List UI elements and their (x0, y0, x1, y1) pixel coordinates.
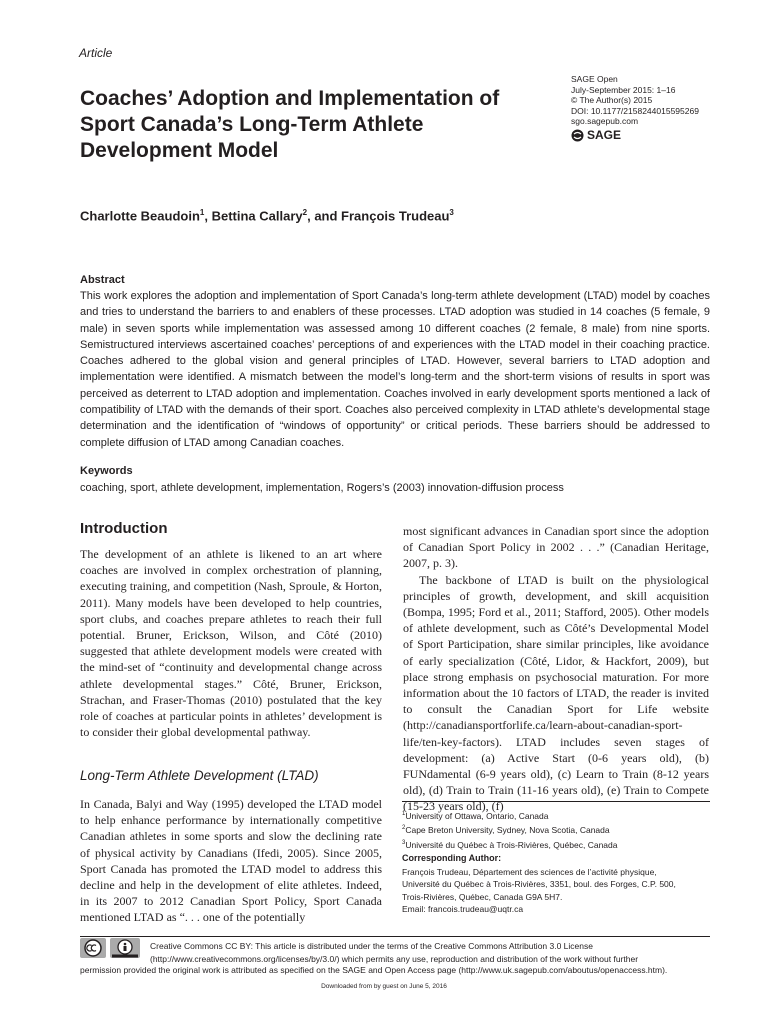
author-list (80, 208, 454, 223)
author-separator: , and (307, 208, 342, 224)
journal-name: SAGE Open (571, 74, 618, 84)
journal-site: sgo.sagepub.com (571, 116, 639, 126)
paragraph: The development of an athlete is likened to an art where coaches are involved in complex orchestration of planning, executing training, and competition (Nash, Sproule, & Horton, 2011). Many models have been developed to help countries, sport clubs, and coaches prepare athletes to reach their full potential. Bruner, Erickson, Wilson, and Côté (2010) suggested that athlete development models were created with the mind-set of “continuity and developmental change across athlete developmental stages.” Côté, Bruner, Erickson, Strachan, and Fraser-Thomas (2010) postulated that the key role of coaches at particular points in athletes’ development is to consider their global developmental pathway. (80, 547, 382, 740)
body-column-left-top (80, 546, 382, 740)
download-notice: Downloaded from by guest on June 5, 2016 (321, 983, 447, 990)
sage-logo-text: SAGE (587, 127, 622, 142)
affiliation-sup: 1 (402, 811, 406, 817)
keywords-text: coaching, sport, athlete development, implementation, Rogers’s (2003) innovation-diffusion process (80, 482, 564, 494)
author-affil-sup: 2 (302, 208, 308, 217)
keywords-heading: Keywords (80, 465, 133, 477)
corresponding-email[interactable]: Email: francois.trudeau@uqtr.ca (402, 903, 524, 914)
journal-issue: July-September 2015: 1–16 (571, 84, 676, 95)
affiliation-text: University of Ottawa, Ontario, Canada (405, 810, 549, 821)
affiliation-sup: 3 (402, 839, 406, 846)
author-name: Charlotte Beaudoin (80, 208, 200, 224)
article-label: Article (79, 46, 113, 60)
body-column-right (403, 523, 709, 815)
subsection-heading-ltad: Long-Term Athlete Development (LTAD) (80, 768, 319, 783)
paragraph: The backbone of LTAD is built on the physiological principles of growth, development, and skill acquisition (Bompa, 1995; Ford et al., 2011; Stafford, 2005). Other models of athlete development, such as Côté’s Developmental Model of Sport Participation, share similar principles, like avoidance of early specialization (Côté, Lidor, & Hackfort, 2009), but place strong emphasis on psychosocial maturation. For more information about the 10 factors of LTAD, the reader is invited to consult the Canadian Sport for Life website (http://canadiansportforlife.ca/learn-about-canadian-sport-life/ten-key-factors). LTAD includes seven stages of development: (a) Active Start (0-6 years old), (b) FUNdamental (6-9 years old), (c) Learn to Train (8-12 years old), (d) Train to Train (11-16 years old), (e) Train to Compete (15-23 years old), (f) (403, 572, 709, 814)
journal-meta (571, 74, 741, 142)
affiliation-sup: 2 (402, 825, 406, 832)
affiliation-item (402, 808, 722, 822)
affiliation-text: Cape Breton University, Sydney, Nova Scotia, Canada (405, 825, 610, 836)
corresponding-author-details (402, 866, 722, 915)
affiliations (402, 808, 722, 851)
copyright: © The Author(s) 2015 (571, 95, 653, 105)
author-affil-sup: 3 (449, 208, 454, 217)
sage-logo (571, 129, 741, 142)
paragraph: In Canada, Balyi and Way (1995) developed the LTAD model to help enhance performance by internationally competitive Canadian athletes in some sports and slow the declining rate of physical activity by Canadians (Ifedi, 2005). Since 2005, Sport Canada has promoted the LTAD model to address this decline and help in the development of elite athletes. Indeed, in its 2007 to 2012 Canadian Sport Policy, Sport Canada mentioned LTAD as “. . . one of the potentially (80, 797, 382, 925)
abstract-heading: Abstract (80, 274, 125, 286)
corresponding-author-heading: Corresponding Author: (402, 853, 502, 863)
paragraph: most significant advances in Canadian sport since the adoption of Canadian Sport Policy in 2002 . . .” (Canadian Heritage, 2007, p. 3). (403, 524, 709, 571)
cc-icon (80, 938, 106, 958)
paper-title: Coaches’ Adoption and Implementation of Sport Canada’s Long-Term Athlete Development Model (80, 87, 500, 162)
license-icons (80, 938, 140, 958)
by-icon (110, 938, 140, 958)
author-name: François Trudeau (341, 208, 450, 224)
doi: DOI: 10.1177/2158244015595269 (571, 105, 699, 116)
affiliation-text: Université du Québec à Trois-Rivières, Québec, Canada (405, 839, 618, 850)
license-line: permission provided the original work is attributed as specified on the SAGE and Open Access page (http://www.uk.sagepub.com/aboutus/openaccess.htm). (80, 965, 668, 975)
license-divider (80, 936, 710, 937)
abstract-text: This work explores the adoption and implementation of Sport Canada’s long-term athlete development (LTAD) model by coaches and tries to understand the barriers to and enablers of these processes. LTAD adoption was studied in 14 coaches (5 female, 9 male) in seven sports while implementation was assessed among 10 different coaches (2 female, 8 male) from nine sports. Semistructured interviews ascertained coaches’ perceptions of and experiences with the LTAD model in their coaching practice. Coaches adhered to the global vision and general principles of LTAD. However, several barriers to LTAD adoption and implementation were identified. A mismatch between the model’s long-term and the short-term visions of results in sport was perceived as deterrent to LTAD adoption and implementation. Coaches involved in early development sports mentioned a lack of compatibility of LTAD with the demands of their sport. Coaches also perceived complexity in LTAD athlete’s developmental stage determination and the identification of “windows of opportunity” or critical periods. These barriers should be addressed to complete diffusion of LTAD among Canadian coaches. (80, 290, 710, 449)
author-name: Bettina Callary (211, 208, 303, 224)
license-text (150, 940, 720, 965)
corresponding-line: François Trudeau, Département des sciences de l’activité physique, (402, 867, 657, 877)
license-line: (http://www.creativecommons.org/licenses/by/3.0/) which permits any use, reproduction and distribution of the work without further (150, 953, 639, 964)
affiliation-item (402, 837, 722, 851)
sage-swirl-icon (571, 129, 584, 142)
footnote-divider (402, 801, 710, 802)
body-column-left-bottom (80, 796, 382, 926)
affiliation-item (402, 822, 722, 836)
author-affil-sup: 1 (199, 208, 205, 217)
section-heading-introduction: Introduction (80, 520, 168, 537)
corresponding-line: Université du Québec à Trois-Rivières, 3351, boul. des Forges, C.P. 500, (402, 879, 676, 890)
corresponding-line: Trois-Rivières, Québec, Canada G9A 5H7. (402, 891, 563, 902)
license-line: Creative Commons CC BY: This article is distributed under the terms of the Creative Commons Attribution 3.0 License (150, 941, 593, 951)
author-separator: , (204, 208, 212, 224)
